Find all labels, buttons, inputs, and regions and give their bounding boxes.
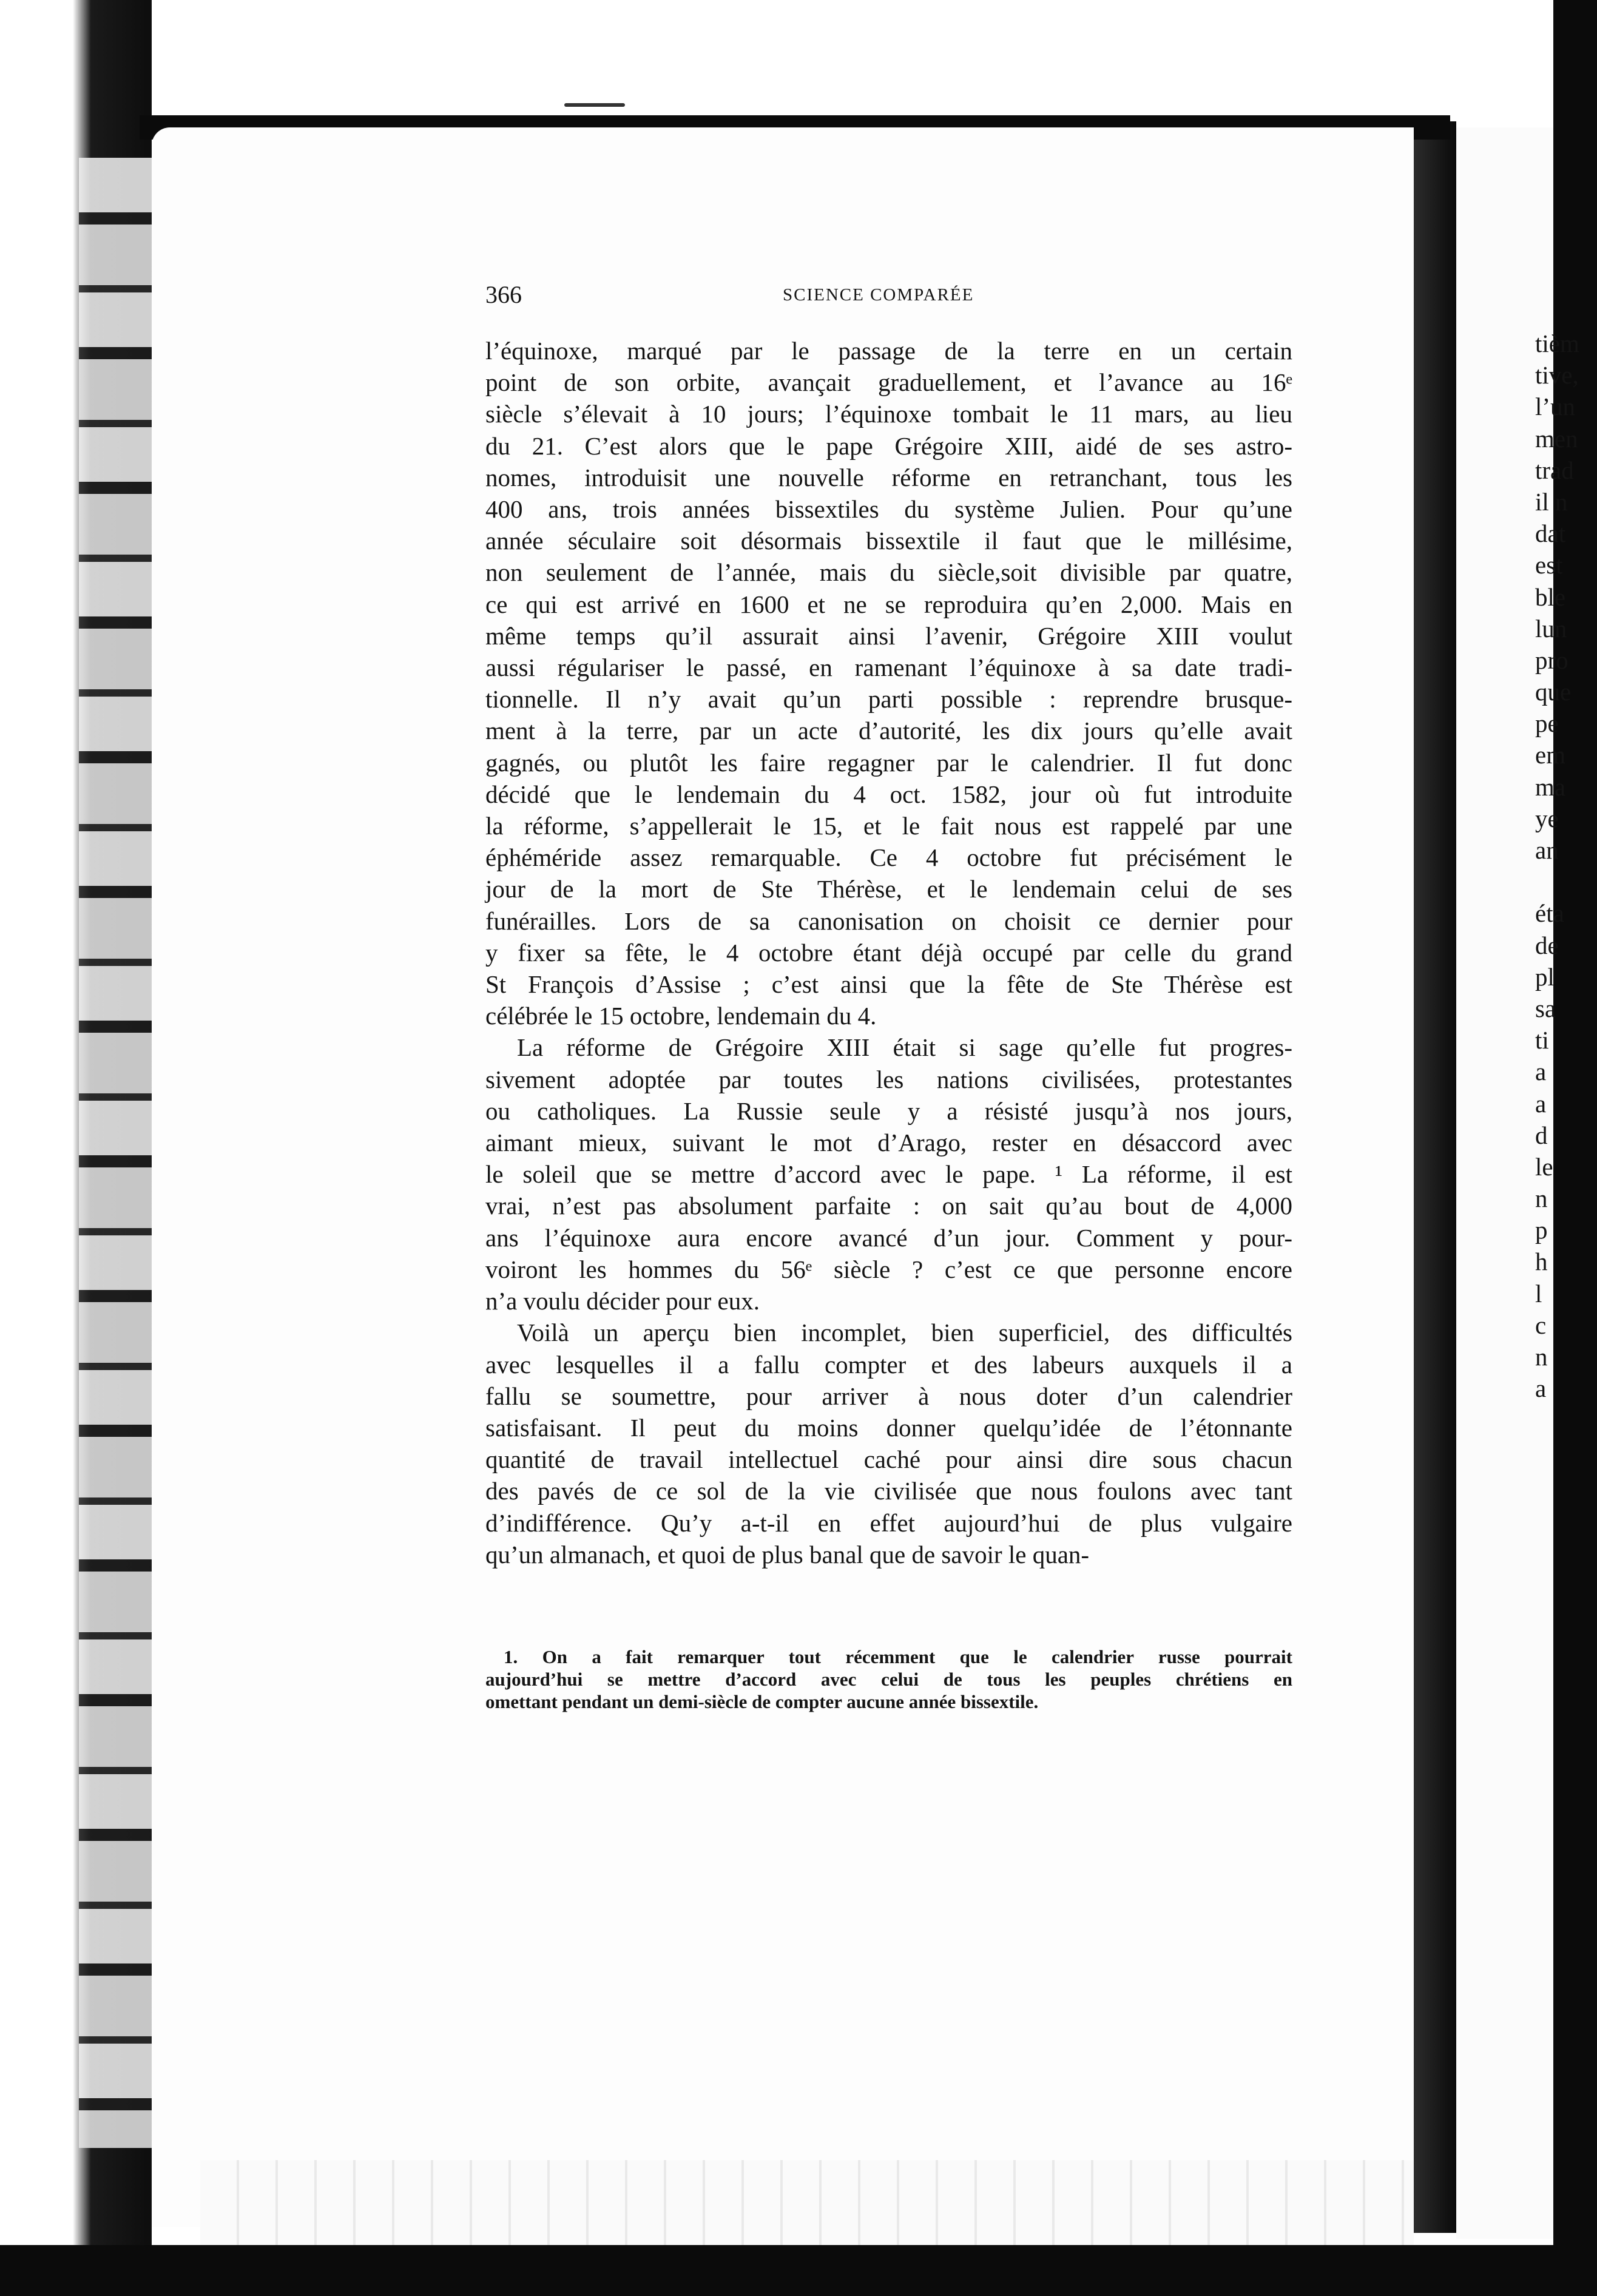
body-line: célébrée le 15 octobre, lendemain du 4. — [485, 1002, 877, 1030]
body-line: qu’un almanach, et quoi de plus banal que de savoir le quan- — [485, 1540, 1090, 1568]
body-line: ce qui est arrivé en 1600 et ne se reproduira qu’en 2,000. Mais en — [485, 590, 1292, 618]
body-line: non seulement de l’année, mais du siècle,soit divisible par quatre, — [485, 558, 1292, 587]
page-header — [485, 280, 1292, 317]
next-page-fragment: em — [1535, 741, 1566, 769]
footnote-line: aujourd’hui se mettre d’accord avec celui de tous les peuples chrétiens en — [485, 1669, 1292, 1690]
body-line: la réforme, s’appellerait le 15, et le fait nous est rappelé par une — [485, 812, 1292, 840]
footnote-line: omettant pendant un demi-siècle de compter aucune année bissextile. — [485, 1691, 1039, 1712]
next-page-fragment: dat — [1535, 519, 1566, 548]
next-page-fragment: a — [1535, 1374, 1547, 1403]
body-line: Voilà un aperçu bien incomplet, bien superficiel, des difficultés — [517, 1319, 1292, 1347]
body-line: aussi régulariser le passé, en ramenant l’équinoxe à sa date tradi- — [485, 653, 1292, 682]
body-line: du 21. C’est alors que le pape Grégoire XIII, aidé de ses astro- — [485, 431, 1292, 460]
footnote-line: 1. On a fait remarquer tout récemment que le calendrier russe pourrait — [504, 1646, 1292, 1667]
next-page-fragment: tièm — [1535, 329, 1579, 357]
next-page-fragment: sa — [1535, 994, 1556, 1022]
body-line: éphéméride assez remarquable. Ce 4 octobre fut précisément le — [485, 843, 1292, 872]
body-line: funérailles. Lors de sa canonisation on choisit ce dernier pour — [485, 907, 1292, 935]
next-page-fragment: éta — [1535, 899, 1564, 928]
next-page-fragment: l’un — [1535, 393, 1576, 421]
body-line: aimant mieux, suivant le mot d’Arago, rester en désaccord avec — [485, 1129, 1292, 1157]
next-page-fragment: lun — [1535, 614, 1567, 643]
next-page-fragment: le — [1535, 1152, 1553, 1181]
scan-artifact — [564, 103, 625, 107]
body-line: ment à la terre, par un acte d’autorité, les dix jours qu’elle avait — [485, 717, 1292, 745]
next-page-text — [1535, 328, 1596, 1404]
body-line: quantité de travail intellectuel caché pour ainsi dire sous chacun — [485, 1445, 1292, 1474]
next-page-fragment: an — [1535, 836, 1559, 864]
body-text — [485, 335, 1292, 1570]
body-line: n’a voulu décider pour eux. — [485, 1287, 760, 1315]
body-line: point de son orbite, avançait graduellement, et l’avance au 16ᵉ — [485, 368, 1292, 397]
body-line: voiront les hommes du 56ᵉ siècle ? c’est ce que personne encore — [485, 1255, 1292, 1283]
body-line: l’équinoxe, marqué par le passage de la terre en un certain — [485, 337, 1292, 365]
body-line: avec lesquelles il a fallu compter et des labeurs auxquels il a — [485, 1350, 1292, 1379]
next-page-fragment: de — [1535, 931, 1559, 959]
page-stack-bottom-edge — [200, 2160, 1414, 2245]
next-page-fragment: trad — [1535, 456, 1574, 484]
next-page-fragment: ti — [1535, 1026, 1549, 1055]
next-page-fragment: men — [1535, 424, 1578, 453]
next-page-fragment: pe — [1535, 709, 1559, 738]
next-page-fragment: l — [1535, 1279, 1542, 1308]
next-page-fragment: tive, — [1535, 361, 1579, 390]
page-stack-edge — [79, 158, 152, 2148]
body-line: gagnés, ou plutôt les faire regagner par le calendrier. Il fut donc — [485, 748, 1292, 777]
body-line: St François d’Assise ; c’est ainsi que la fête de Ste Thérèse est — [485, 970, 1292, 999]
next-page-fragment — [1535, 866, 1596, 897]
body-line: jour de la mort de Ste Thérèse, et le lendemain celui de ses — [485, 875, 1292, 903]
body-line: La réforme de Grégoire XIII était si sage qu’elle fut progres- — [517, 1033, 1292, 1062]
next-page-fragment: h — [1535, 1248, 1548, 1276]
next-page-fragment: ma — [1535, 772, 1566, 801]
next-page-fragment: n — [1535, 1343, 1548, 1371]
body-line: même temps qu’il assurait ainsi l’avenir, Grégoire XIII voulut — [485, 621, 1292, 650]
next-page-fragment: ye — [1535, 804, 1559, 832]
next-page-fragment: ble — [1535, 582, 1566, 611]
next-page-fragment: n — [1535, 1184, 1548, 1213]
next-page-fragment: pl — [1535, 962, 1555, 991]
body-line: 400 ans, trois années bissextiles du système Julien. Pour qu’une — [485, 495, 1292, 524]
next-page-fragment: que — [1535, 678, 1572, 706]
footnote — [485, 1646, 1292, 1713]
gutter-shadow — [1414, 121, 1456, 2233]
body-line: année séculaire soit désormais bissextile il faut que le millésime, — [485, 527, 1292, 555]
next-page-fragment: a — [1535, 1058, 1547, 1086]
body-line: y fixer sa fête, le 4 octobre étant déjà occupé par celle du grand — [485, 938, 1292, 967]
next-page-fragment: il n — [1535, 487, 1568, 516]
body-line: ou catholiques. La Russie seule y a résisté jusqu’à nos jours, — [485, 1096, 1292, 1125]
body-line: tionnelle. Il n’y avait qu’un parti possible : reprendre brusque- — [485, 685, 1292, 714]
body-line: d’indifférence. Qu’y a-t-il en effet aujourd’hui de plus vulgaire — [485, 1508, 1292, 1537]
body-line: sivement adoptée par toutes les nations civilisées, protestantes — [485, 1065, 1292, 1093]
body-line: fallu se soumettre, pour arriver à nous doter d’un calendrier — [485, 1382, 1292, 1410]
body-line: nomes, introduisit une nouvelle réforme en retranchant, tous les — [485, 463, 1292, 491]
next-page-fragment: d — [1535, 1121, 1548, 1149]
body-line: ans l’équinoxe aura encore avancé d’un jour. Comment y pour- — [485, 1223, 1292, 1252]
next-page-fragment: pro — [1535, 646, 1568, 674]
body-line: des pavés de ce sol de la vie civilisée que nous foulons avec tant — [485, 1477, 1292, 1505]
next-page-fragment: p — [1535, 1216, 1548, 1244]
scan-border-bottom — [0, 2245, 1597, 2296]
body-line: décidé que le lendemain du 4 oct. 1582, jour où fut introduite — [485, 780, 1292, 808]
running-head: SCIENCE COMPARÉE — [783, 285, 974, 305]
body-line: le soleil que se mettre d’accord avec le pape. ¹ La réforme, il est — [485, 1160, 1292, 1189]
next-page-fragment: c — [1535, 1311, 1547, 1339]
next-page-fragment: a — [1535, 1089, 1547, 1118]
body-line: satisfaisant. Il peut du moins donner quelqu’idée de l’étonnante — [485, 1413, 1292, 1442]
body-line: siècle s’élevait à 10 jours; l’équinoxe tombait le 11 mars, au lieu — [485, 400, 1292, 428]
page-number: 366 — [485, 281, 522, 308]
next-page-fragment: est — [1535, 551, 1563, 579]
body-line: vrai, n’est pas absolument parfaite : on sait qu’au bout de 4,000 — [485, 1192, 1292, 1220]
